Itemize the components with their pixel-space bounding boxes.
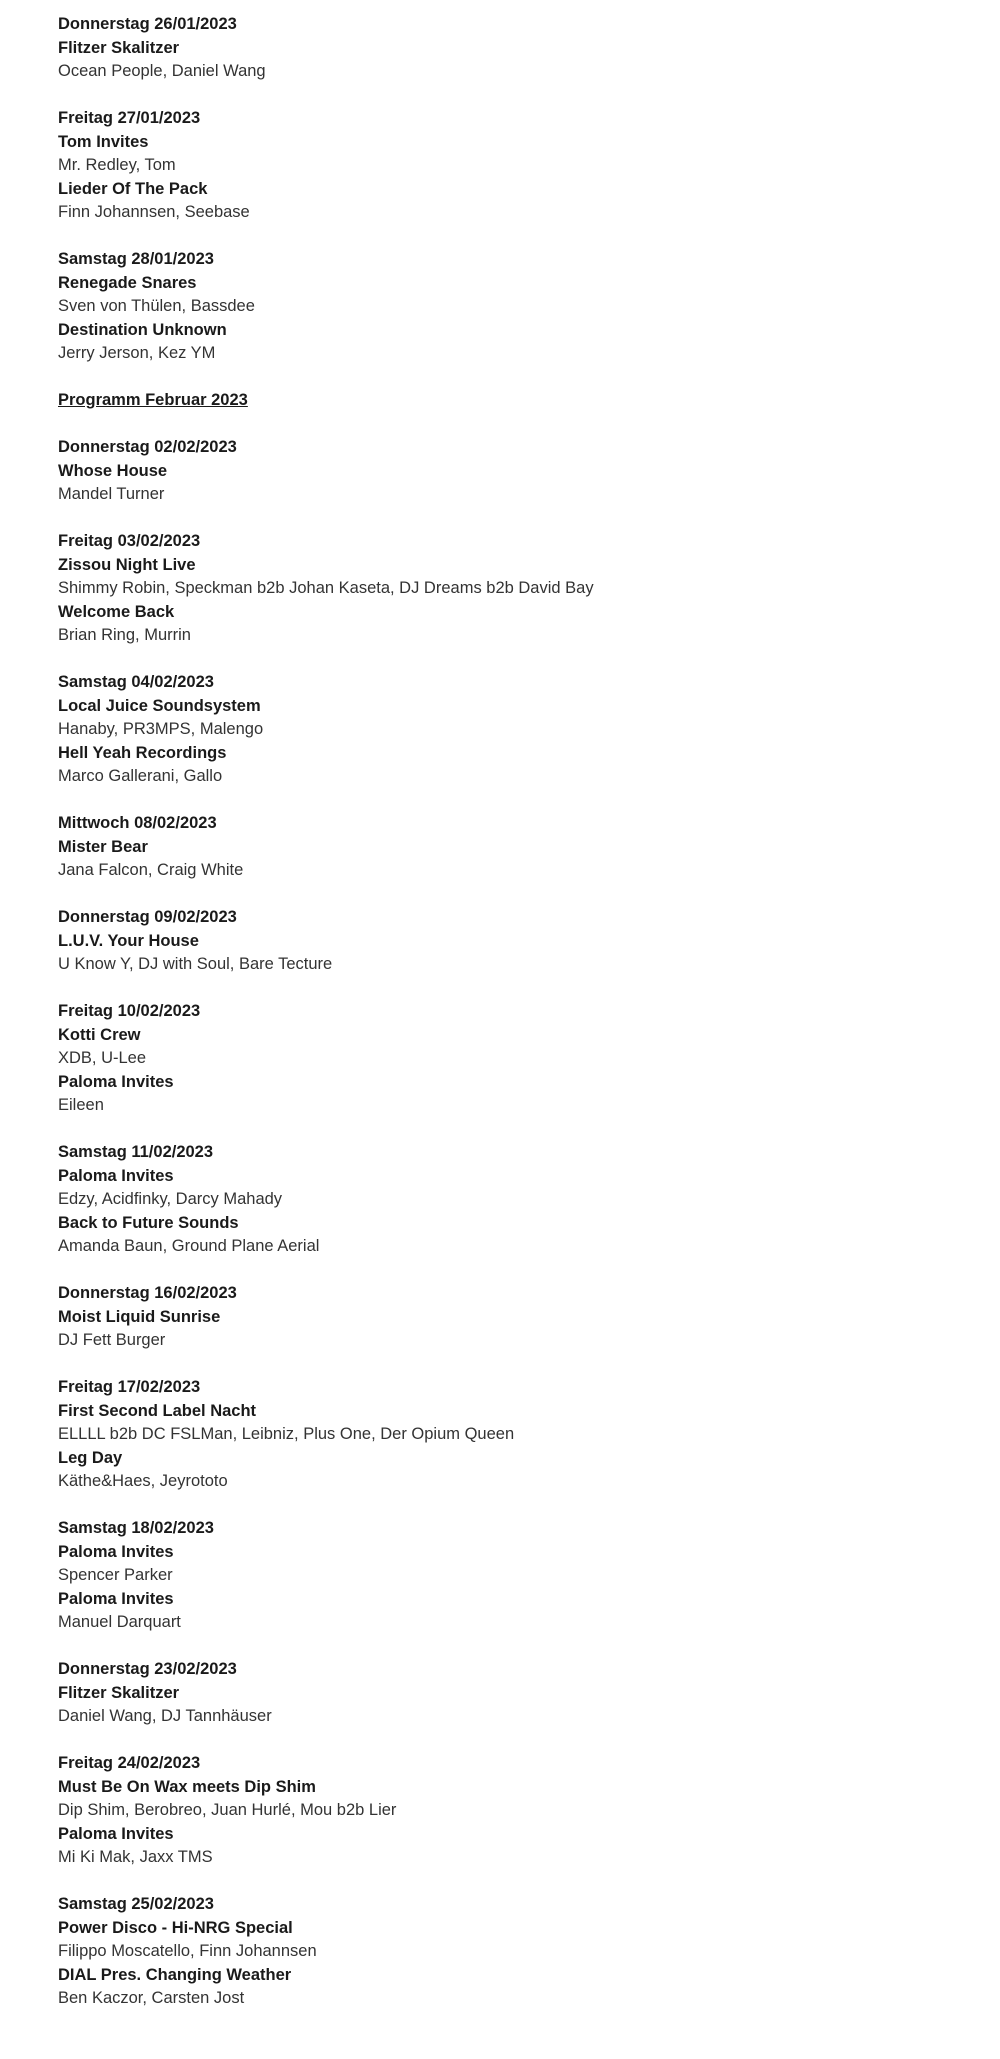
event-title: Paloma Invites — [58, 1166, 174, 1185]
spacer — [58, 507, 1000, 531]
day-date: Samstag 18/02/2023 — [58, 1519, 214, 1537]
event-artists: DJ Fett Burger — [58, 1331, 166, 1349]
day-block — [58, 1141, 1000, 1259]
event-artists: Finn Johannsen, Seebase — [58, 203, 250, 221]
event-artists: Ben Kaczor, Carsten Jost — [58, 1989, 245, 2007]
event-artists: Manuel Darquart — [58, 1613, 181, 1631]
day-date: Freitag 17/02/2023 — [58, 1378, 201, 1396]
day-block — [58, 1658, 1000, 1729]
day-date: Freitag 27/01/2023 — [58, 109, 201, 127]
spacer — [58, 413, 1000, 437]
event-artists: U Know Y, DJ with Soul, Bare Tecture — [58, 955, 333, 973]
spacer — [58, 1118, 1000, 1142]
event-artists: XDB, U-Lee — [58, 1049, 147, 1067]
event-artists: Dip Shim, Berobreo, Juan Hurlé, Mou b2b Lier — [58, 1801, 397, 1819]
day-date: Donnerstag 23/02/2023 — [58, 1660, 237, 1678]
day-date: Donnerstag 09/02/2023 — [58, 908, 237, 926]
spacer — [58, 1259, 1000, 1283]
event-title: L.U.V. Your House — [58, 931, 199, 950]
event-title: Back to Future Sounds — [58, 1213, 239, 1232]
program-february-section — [58, 436, 1000, 2011]
event-title: Destination Unknown — [58, 320, 227, 339]
day-date: Samstag 04/02/2023 — [58, 673, 214, 691]
day-block — [58, 13, 1000, 84]
event-title: DIAL Pres. Changing Weather — [58, 1965, 292, 1984]
event-artists: Mi Ki Mak, Jaxx TMS — [58, 1848, 213, 1866]
event-artists: Sven von Thülen, Bassdee — [58, 297, 255, 315]
day-date: Freitag 24/02/2023 — [58, 1754, 201, 1772]
event-artists: Mandel Turner — [58, 485, 165, 503]
event-title: Zissou Night Live — [58, 555, 196, 574]
event-artists: Marco Gallerani, Gallo — [58, 767, 223, 785]
day-block — [58, 1000, 1000, 1118]
day-block — [58, 906, 1000, 977]
day-block — [58, 671, 1000, 789]
event-title: Welcome Back — [58, 602, 175, 621]
spacer — [58, 1635, 1000, 1659]
event-title: Lieder Of The Pack — [58, 179, 208, 198]
event-title: Local Juice Soundsystem — [58, 696, 261, 715]
event-artists: Daniel Wang, DJ Tannhäuser — [58, 1707, 272, 1725]
spacer — [58, 883, 1000, 907]
event-title: Power Disco - Hi-NRG Special — [58, 1918, 293, 1937]
event-artists: Spencer Parker — [58, 1566, 173, 1584]
day-date: Freitag 03/02/2023 — [58, 532, 201, 550]
event-artists: Shimmy Robin, Speckman b2b Johan Kaseta, DJ Dreams b2b David Bay — [58, 579, 594, 597]
spacer — [58, 648, 1000, 672]
day-block — [58, 436, 1000, 507]
day-block — [58, 1517, 1000, 1635]
event-artists: Edzy, Acidfinky, Darcy Mahady — [58, 1190, 283, 1208]
event-artists: Ocean People, Daniel Wang — [58, 62, 266, 80]
event-title: Mister Bear — [58, 837, 148, 856]
spacer — [58, 1870, 1000, 1894]
event-artists: Mr. Redley, Tom — [58, 156, 176, 174]
event-artists: ELLLL b2b DC FSLMan, Leibniz, Plus One, Der Opium Queen — [58, 1425, 515, 1443]
event-title: Leg Day — [58, 1448, 123, 1467]
event-artists: Amanda Baun, Ground Plane Aerial — [58, 1237, 320, 1255]
day-block — [58, 1893, 1000, 2011]
spacer — [58, 1729, 1000, 1753]
event-title: Paloma Invites — [58, 1589, 174, 1608]
day-date: Donnerstag 16/02/2023 — [58, 1284, 237, 1302]
event-artists: Eileen — [58, 1096, 104, 1114]
day-date: Donnerstag 02/02/2023 — [58, 438, 237, 456]
event-title: Hell Yeah Recordings — [58, 743, 227, 762]
event-title: Moist Liquid Sunrise — [58, 1307, 221, 1326]
day-date: Donnerstag 26/01/2023 — [58, 15, 237, 33]
day-block — [58, 1752, 1000, 1870]
day-date: Mittwoch 08/02/2023 — [58, 814, 217, 832]
spacer — [58, 366, 1000, 390]
event-artists: Käthe&Haes, Jeyrototo — [58, 1472, 228, 1490]
day-block — [58, 812, 1000, 883]
event-title: Paloma Invites — [58, 1824, 174, 1843]
event-title: Whose House — [58, 461, 168, 480]
event-title: Flitzer Skalitzer — [58, 1683, 180, 1702]
program-january-section — [58, 13, 1000, 366]
day-block — [58, 248, 1000, 366]
day-block — [58, 1282, 1000, 1353]
event-artists: Hanaby, PR3MPS, Malengo — [58, 720, 264, 738]
event-title: Must Be On Wax meets Dip Shim — [58, 1777, 316, 1796]
event-title: Renegade Snares — [58, 273, 197, 292]
section-heading-february[interactable]: Programm Februar 2023 — [58, 391, 248, 409]
day-block — [58, 1376, 1000, 1494]
event-title: Tom Invites — [58, 132, 149, 151]
spacer — [58, 1494, 1000, 1518]
day-date: Samstag 28/01/2023 — [58, 250, 214, 268]
day-date: Samstag 25/02/2023 — [58, 1895, 214, 1913]
day-block — [58, 530, 1000, 648]
event-title: First Second Label Nacht — [58, 1401, 257, 1420]
spacer — [58, 225, 1000, 249]
event-artists: Jana Falcon, Craig White — [58, 861, 244, 879]
event-artists: Jerry Jerson, Kez YM — [58, 344, 216, 362]
event-title: Kotti Crew — [58, 1025, 141, 1044]
event-title: Paloma Invites — [58, 1072, 174, 1091]
event-artists: Filippo Moscatello, Finn Johannsen — [58, 1942, 317, 1960]
event-title: Flitzer Skalitzer — [58, 38, 180, 57]
spacer — [58, 977, 1000, 1001]
spacer — [58, 1353, 1000, 1377]
spacer — [58, 84, 1000, 108]
day-date: Freitag 10/02/2023 — [58, 1002, 201, 1020]
event-title: Paloma Invites — [58, 1542, 174, 1561]
spacer — [58, 789, 1000, 813]
day-date: Samstag 11/02/2023 — [58, 1143, 214, 1161]
day-block — [58, 107, 1000, 225]
event-artists: Brian Ring, Murrin — [58, 626, 191, 644]
